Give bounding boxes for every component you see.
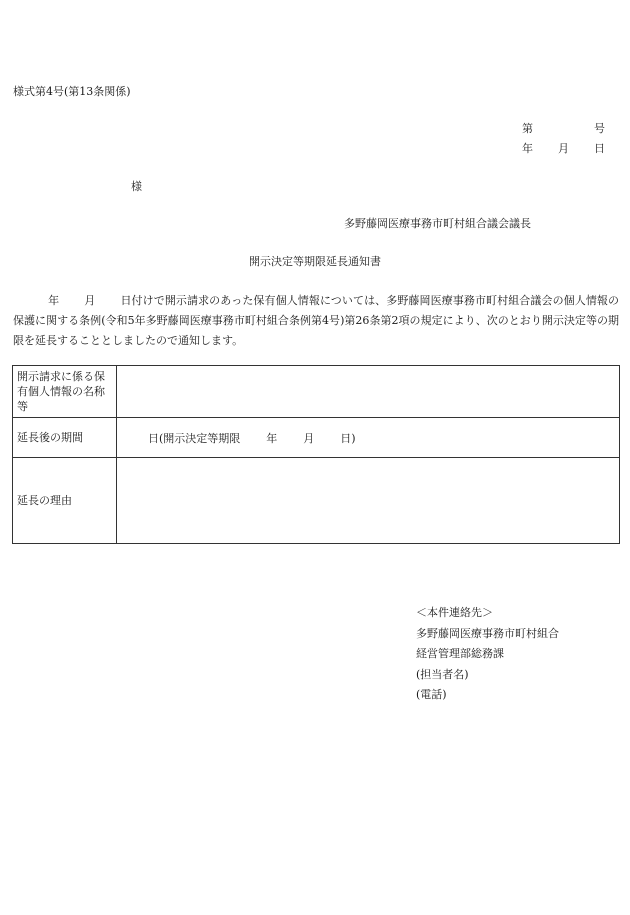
period-day: 日 <box>148 431 159 445</box>
date-day: 日 <box>594 142 605 155</box>
deadline-month: 月 <box>303 431 315 445</box>
deadline-year: 年 <box>266 431 278 445</box>
body-main-text: 日付けで開示請求のあった保有個人情報については、多野藤岡医療事務市町村組合議会の個人情報の保護に関する条例(令和5年多野藤岡医療事務市町村組合条例第4号)第26条第2項の規定により、次のとおり開示決定等の期限を延長することとしましたので通知します。 <box>13 294 620 347</box>
form-number: 様式第4号(第13条関係) <box>13 85 131 98</box>
contact-org: 多野藤岡医療事務市町村組合 <box>416 626 559 640</box>
document-title: 開示決定等期限延長通知書 <box>249 255 381 268</box>
doc-number-dai: 第 <box>522 122 533 135</box>
date-month: 月 <box>558 142 569 155</box>
deadline-day: 日) <box>340 431 356 445</box>
body-month: 月 <box>84 294 96 307</box>
contact-phone: (電話) <box>416 688 447 701</box>
contact-person: (担当者名) <box>416 667 469 681</box>
contact-dept: 経営管理部総務課 <box>416 647 504 660</box>
body-year: 年 <box>48 294 60 307</box>
table-row <box>13 458 620 544</box>
body-text <box>13 291 619 351</box>
label-requested-info: 開示請求に係る保有個人情報の名称等 <box>13 366 117 418</box>
info-table <box>12 365 620 544</box>
value-reason[interactable] <box>117 458 620 544</box>
value-requested-info[interactable] <box>117 366 620 418</box>
addressee-suffix: 様 <box>131 180 142 193</box>
doc-number-go: 号 <box>594 122 605 135</box>
value-extended-period[interactable] <box>117 418 620 458</box>
table-row <box>13 366 620 418</box>
label-reason: 延長の理由 <box>13 458 117 544</box>
date-year: 年 <box>522 142 533 155</box>
table-row <box>13 418 620 458</box>
contact-heading: ＜本件連絡先＞ <box>416 606 493 619</box>
contact-block <box>416 603 559 706</box>
deadline-prefix: (開示決定等期限 <box>159 431 241 445</box>
label-extended-period: 延長後の期間 <box>13 418 117 458</box>
issuer: 多野藤岡医療事務市町村組合議会議長 <box>344 217 531 230</box>
